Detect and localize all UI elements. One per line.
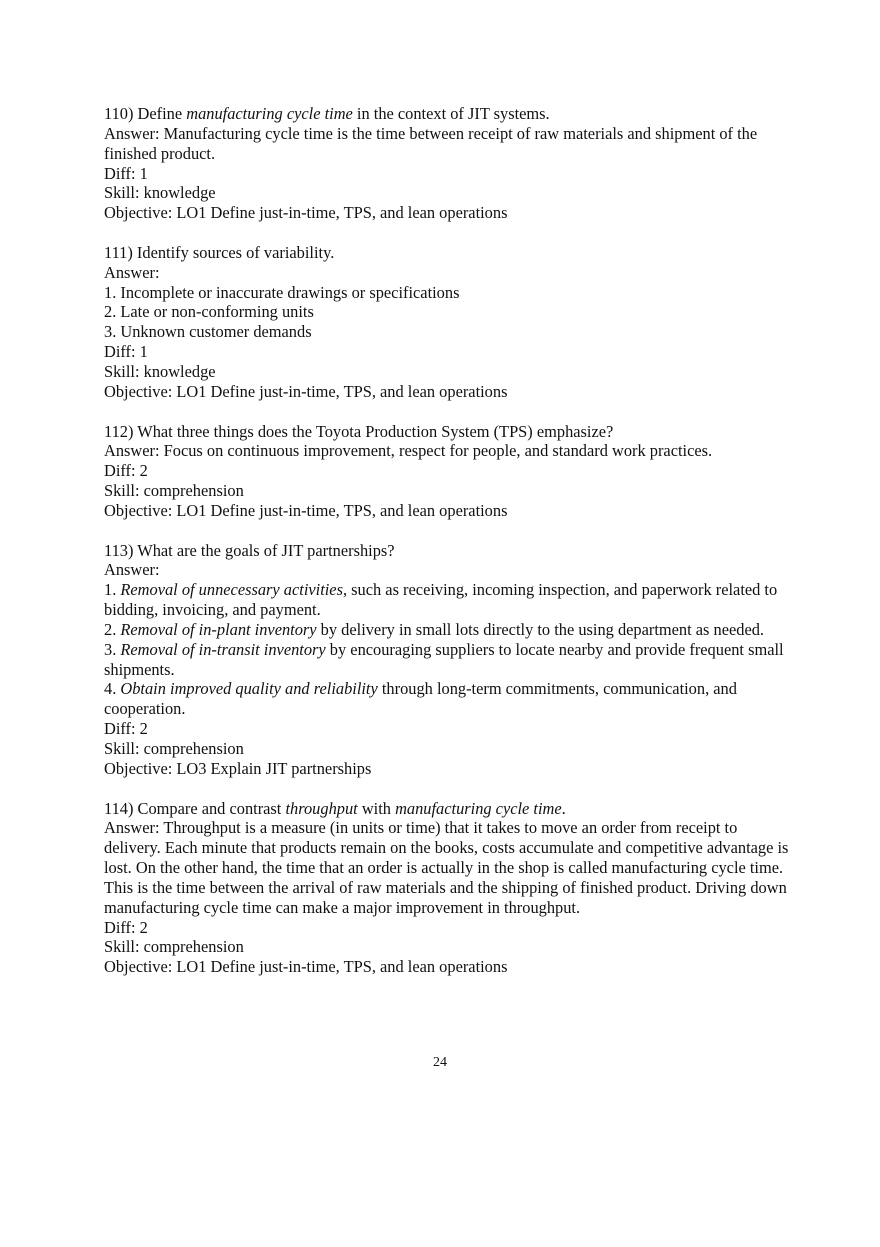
question-text [104,799,794,819]
question-114 [104,799,794,978]
skill: Skill: knowledge [104,183,216,203]
item-number: 3. [104,639,121,659]
question-text: 112) What three things does the Toyota Production System (TPS) emphasize? [104,421,614,441]
item-term: Obtain improved quality and reliability [120,679,378,699]
objective: Objective: LO1 Define just-in-time, TPS, and lean operations [104,203,508,223]
answer-item [104,679,794,719]
answer-item [104,580,794,620]
answer-text: Answer: Throughput is a measure (in units or time) that it takes to move an order from receipt to delivery. Each minute that products remain on the books, costs accumulate and competitive advantage is lost. On the other hand, the time that an order is actually in the shop is called manufacturing cycle time. This is the time between the arrival of raw materials and the shipping of finished product. Driving down manufacturing cycle time can make a major improvement in throughput. [104,818,789,917]
question-term: manufacturing cycle time [395,798,562,818]
question-list [104,104,794,997]
question-113 [104,541,794,779]
item-text: , such as receiving, incoming inspection, and paperwork related to bidding, invoicing, and payment. [104,580,778,620]
question-text: 113) What are the goals of JIT partnerships? [104,540,395,560]
item-number: 1. [104,580,121,600]
answer-item: 2. Late or non-conforming units [104,302,314,322]
difficulty: Diff: 1 [104,342,148,362]
item-text: by encouraging suppliers to locate nearby and provide frequent small shipments. [104,639,784,679]
answer-item [104,640,794,680]
answer-label: Answer: [104,560,160,580]
answer-item [104,620,794,640]
page-number: 24 [433,1055,447,1070]
question-text-part: in the context of JIT systems. [352,104,550,123]
question-110 [104,104,794,223]
skill: Skill: comprehension [104,481,244,501]
answer-item: 1. Incomplete or inaccurate drawings or specifications [104,282,460,302]
question-111 [104,243,794,402]
skill: Skill: knowledge [104,361,216,381]
skill: Skill: comprehension [104,739,244,758]
question-text: 111) Identify sources of variability. [104,242,335,262]
question-term: manufacturing cycle time [186,104,353,123]
difficulty: Diff: 2 [104,461,148,481]
item-term: Removal of in-plant inventory [120,619,317,639]
answer-label: Answer: [104,262,160,282]
skill: Skill: comprehension [104,937,244,957]
item-text: by delivery in small lots directly to the using department as needed. [316,619,765,639]
difficulty: Diff: 2 [104,917,148,937]
item-number: 4. [104,679,121,699]
answer-item: 3. Unknown customer demands [104,322,312,342]
question-text-part: . [561,798,566,818]
answer-text: Answer: Focus on continuous improvement, respect for people, and standard work practices. [104,441,713,461]
question-term: throughput [285,798,358,818]
question-text-part: with [357,798,396,818]
objective: Objective: LO1 Define just-in-time, TPS, and lean operations [104,381,508,401]
question-text-part: 110) Define [104,104,187,123]
objective: Objective: LO3 Explain JIT partnerships [104,758,372,778]
question-text [104,104,794,124]
answer-text: Answer: Manufacturing cycle time is the time between receipt of raw materials and shipment of the finished product. [104,123,758,163]
difficulty: Diff: 2 [104,719,148,739]
objective: Objective: LO1 Define just-in-time, TPS, and lean operations [104,957,508,977]
question-112 [104,422,794,521]
difficulty: Diff: 1 [104,163,148,183]
item-term: Removal of in-transit inventory [120,639,326,659]
item-number: 2. [104,619,121,639]
objective: Objective: LO1 Define just-in-time, TPS, and lean operations [104,500,508,520]
question-text-part: 114) Compare and contrast [104,798,286,818]
item-term: Removal of unnecessary activities [120,580,343,600]
item-text: through long-term commitments, communication, and cooperation. [104,679,737,719]
